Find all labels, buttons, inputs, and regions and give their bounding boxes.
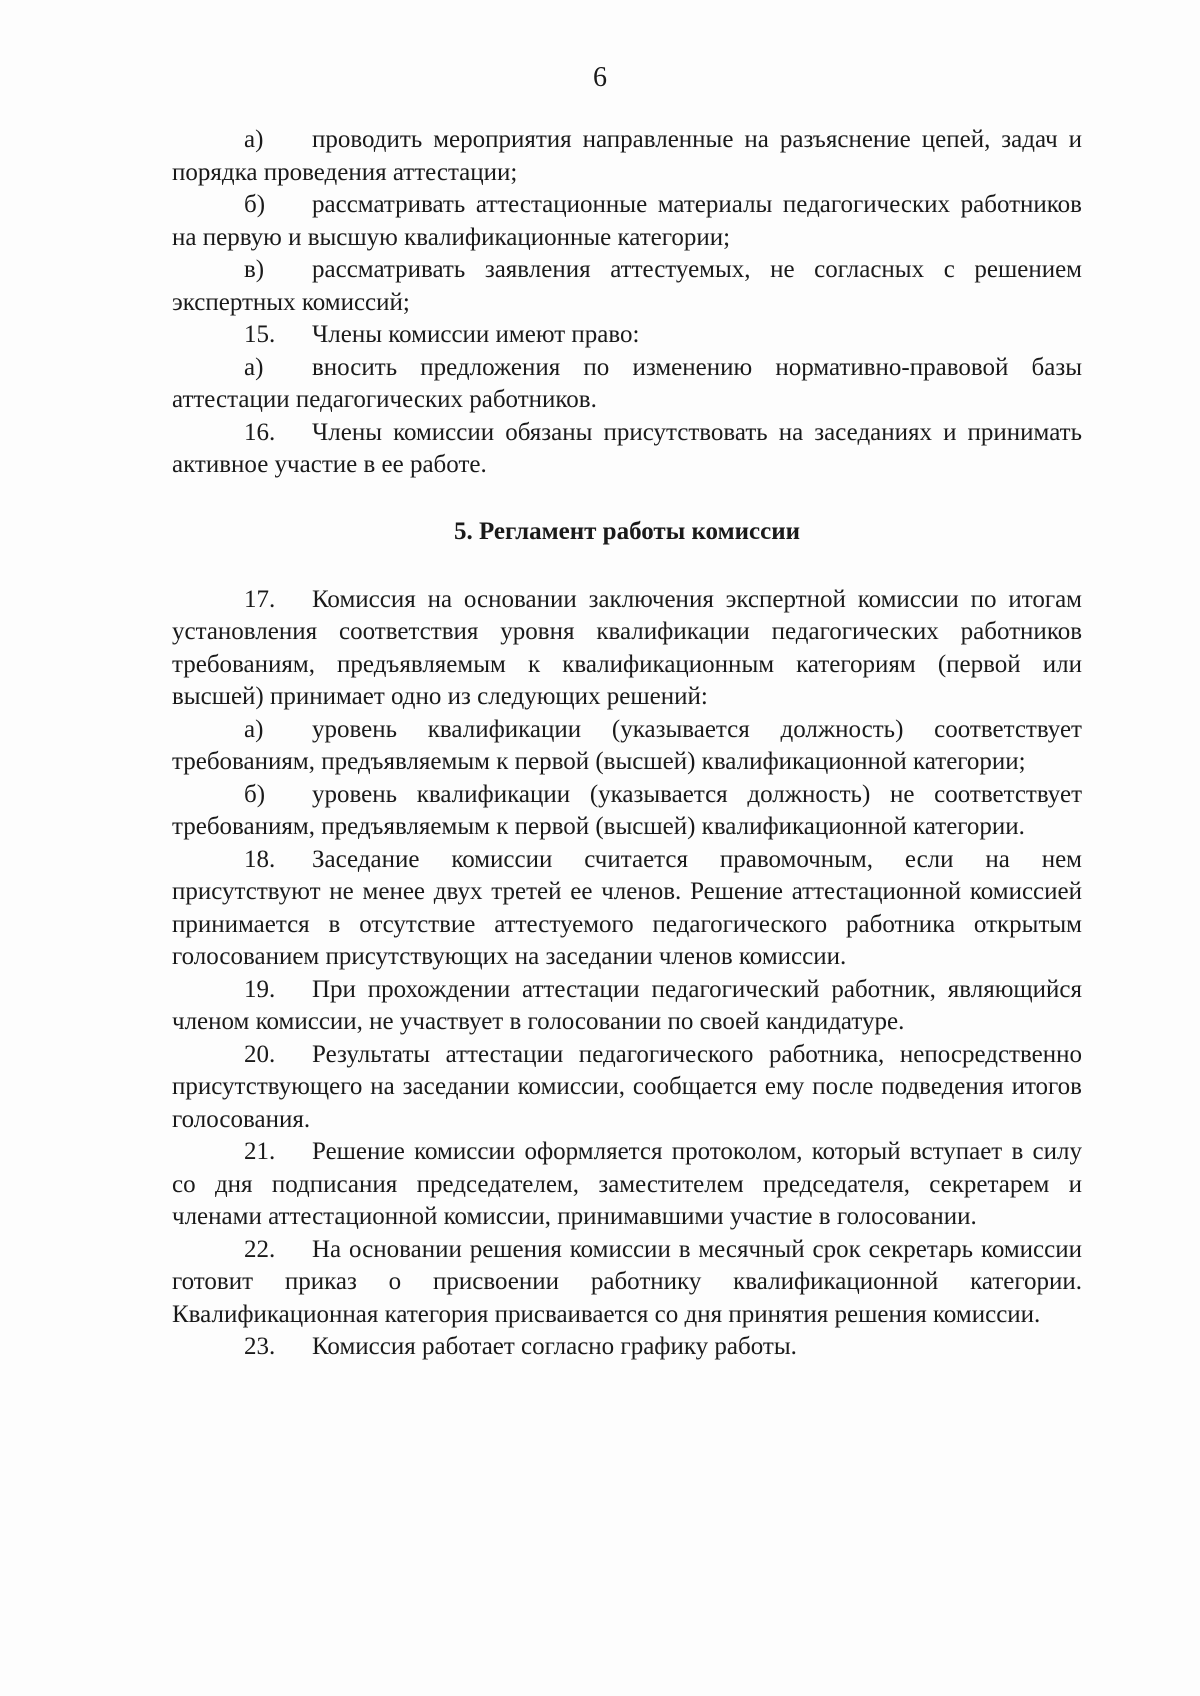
list-item-14a [172, 124, 1082, 189]
list-item-14c [172, 254, 1082, 319]
item-text: уровень квалификации (указывается должность) не соответствует требованиям, предъявляемым к первой (высшей) квалификационной категории. [172, 780, 1082, 840]
paragraph-15 [172, 319, 1082, 352]
paragraph-number: 23. [244, 1333, 276, 1360]
item-text: уровень квалификации (указывается должность) соответствует требованиям, предъявляемым к первой (высшей) квалификационной категории; [172, 715, 1082, 775]
paragraph-17 [172, 584, 1082, 714]
item-text: рассматривать аттестационные материалы педагогических работников на первую и высшую квалификационные категории; [172, 191, 1082, 251]
paragraph-16 [172, 417, 1082, 482]
paragraph-text: Члены комиссии имеют право: [312, 321, 640, 348]
section-heading: 5. Регламент работы комиссии [453, 517, 801, 545]
paragraph-text: Члены комиссии обязаны присутствовать на заседаниях и принимать активное участие в ее работе. [172, 418, 1082, 478]
paragraph-number: 18. [244, 845, 276, 873]
paragraph-23 [172, 1331, 1082, 1364]
item-text: проводить мероприятия направленные на разъяснение цепей, задач и порядка проведения аттестации; [172, 126, 1082, 186]
item-marker: в) [244, 256, 265, 283]
paragraph-21 [172, 1136, 1082, 1234]
page-number: 6 [593, 62, 607, 93]
list-item-17a [172, 714, 1082, 779]
paragraph-text: При прохождении аттестации педагогический работник, являющийся членом комиссии, не участвует в голосовании по своей кандидатуре. [172, 975, 1082, 1035]
paragraph-22 [172, 1234, 1082, 1332]
paragraph-text: Заседание комиссии считается правомочным, если на нем присутствуют не менее двух третей ее членов. Решение аттестационной комиссией принимается в отсутствие аттестуемого педагогического работника открытым голосованием присутствующих на заседании членов комиссии. [172, 845, 1082, 970]
paragraph-number: 15. [244, 321, 276, 348]
item-marker: а) [244, 715, 264, 743]
item-text: вносить предложения по изменению нормативно-правовой базы аттестации педагогических работников. [172, 353, 1082, 413]
paragraph-text: Комиссия работает согласно графику работы. [312, 1333, 797, 1360]
item-text: рассматривать заявления аттестуемых, не согласных с решением экспертных комиссий; [172, 256, 1082, 316]
paragraph-number: 21. [244, 1138, 276, 1165]
list-item-14b [172, 189, 1082, 254]
item-marker: а) [244, 353, 264, 381]
paragraph-text: Решение комиссии оформляется протоколом, который вступает в силу со дня подписания председателем, заместителем председателя, секретарем и членами аттестационной комиссии, принимавшими участие в голосовании. [172, 1138, 1082, 1230]
list-item-17b [172, 779, 1082, 844]
paragraph-number: 16. [244, 418, 276, 446]
item-marker: б) [244, 780, 266, 808]
paragraph-19 [172, 974, 1082, 1039]
paragraph-text: Комиссия на основании заключения экспертной комиссии по итогам установления соответствия уровня квалификации педагогических работников требованиям, предъявляемым к квалификационным категориям (первой или высшей) принимает одно из следующих решений: [172, 585, 1082, 710]
list-item-15a [172, 352, 1082, 417]
paragraph-18 [172, 844, 1082, 974]
document-body [172, 124, 1082, 1364]
paragraph-number: 19. [244, 975, 276, 1003]
paragraph-text: Результаты аттестации педагогического работника, непосредственно присутствующего на заседании комиссии, сообщается ему после подведения итогов голосования. [172, 1040, 1082, 1133]
paragraph-number: 17. [244, 585, 276, 613]
item-marker: а) [244, 126, 264, 153]
paragraph-20 [172, 1039, 1082, 1137]
paragraph-number: 20. [244, 1040, 276, 1068]
paragraph-number: 22. [244, 1235, 276, 1263]
paragraph-text: На основании решения комиссии в месячный срок секретарь комиссии готовит приказ о присвоении работнику квалификационной категории. Квалификационная категория присваивается со дня принятия решения комиссии. [172, 1235, 1082, 1328]
item-marker: б) [244, 191, 266, 218]
